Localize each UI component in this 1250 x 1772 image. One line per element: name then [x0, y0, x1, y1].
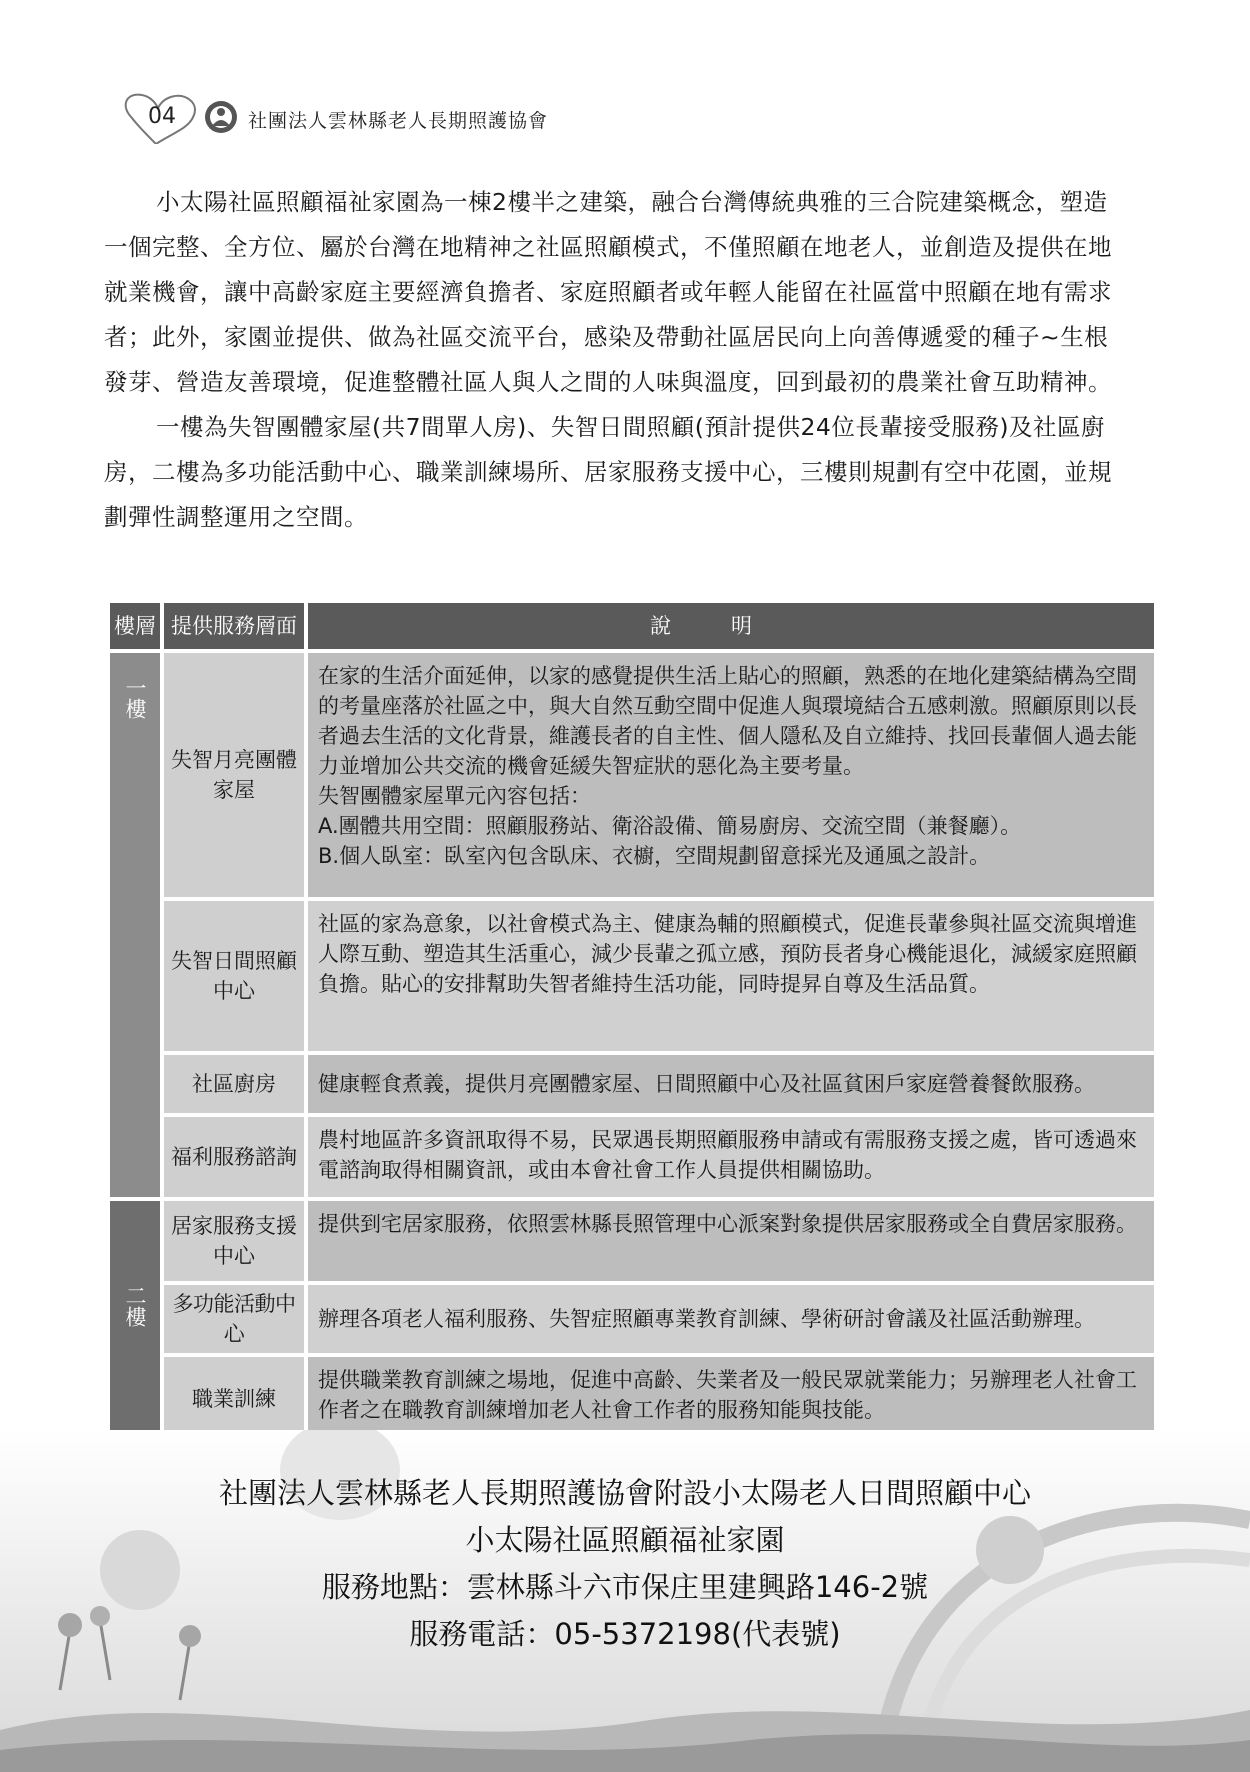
- table-row: [110, 1055, 1154, 1113]
- header-floor: 樓層: [110, 603, 160, 649]
- table-header-row: [110, 603, 1154, 649]
- service-description: 提供到宅居家服務，依照雲林縣長照管理中心派案對象提供居家服務或全自費居家服務。: [308, 1201, 1154, 1281]
- service-description: 社區的家為意象，以社會模式為主、健康為輔的照顧模式，促進長輩參與社區交流與增進人際互動、塑造其生活重心，減少長輩之孤立感，預防長者身心機能退化，減緩家庭照顧負擔。貼心的安排幫助失智者維持生活功能，同時提昇自尊及生活品質。: [308, 901, 1154, 1051]
- organization-logo-icon: [204, 100, 238, 134]
- description-text: 失智團體家屋單元內容包括：: [318, 784, 591, 808]
- floor-1-label: [110, 653, 160, 1197]
- service-name: 居家服務支援中心: [164, 1201, 304, 1281]
- floor-1-text: 一樓: [123, 677, 147, 719]
- service-description: 健康輕食煮義，提供月亮團體家屋、日間照顧中心及社區貧困戶家庭營養餐飲服務。: [308, 1055, 1154, 1113]
- intro-paragraph-1: 小太陽社區照顧福祉家園為一棟2樓半之建築，融合台灣傳統典雅的三合院建築概念，塑造一個完整、全方位、屬於台灣在地精神之社區照顧模式，不僅照顧在地老人，並創造及提供在地就業機會，讓中高齡家庭主要經濟負擔者、家庭照顧者或年輕人能留在社區當中照顧在地有需求者；此外，家園並提供、做為社區交流平台，感染及帶動社區居民向上向善傳遞愛的種子~生根發芽、營造友善環境，促進整體社區人與人之間的人味與溫度，回到最初的農業社會互助精神。: [104, 188, 1112, 396]
- service-name: 福利服務諮詢: [164, 1117, 304, 1197]
- table-row: [110, 1285, 1154, 1353]
- service-description: 提供職業教育訓練之場地，促進中高齡、失業者及一般民眾就業能力；另辦理老人社會工作者之在職教育訓練增加老人社會工作者的服務知能與技能。: [308, 1357, 1154, 1441]
- service-description: 辦理各項老人福利服務、失智症照顧專業教育訓練、學術研討會議及社區活動辦理。: [308, 1285, 1154, 1353]
- page-number: 04: [148, 104, 176, 129]
- organization-name: 社團法人雲林縣老人長期照護協會: [248, 110, 549, 132]
- service-name: 失智日間照顧中心: [164, 901, 304, 1051]
- footer-org-line: 社團法人雲林縣老人長期照護協會附設小太陽老人日間照顧中心: [218, 1476, 1031, 1510]
- service-description: 農村地區許多資訊取得不易，民眾遇長期照顧服務申請或有需服務支援之處，皆可透過來電諮詢取得相關資訊，或由本會社會工作人員提供相關協助。: [308, 1117, 1154, 1197]
- intro-paragraph-2: 一樓為失智團體家屋(共7間單人房)、失智日間照顧(預計提供24位長輩接受服務)及社區廚房，二樓為多功能活動中心、職業訓練場所、居家服務支援中心，三樓則規劃有空中花園，並規劃彈性調整運用之空間。: [104, 413, 1112, 531]
- service-name: 職業訓練: [164, 1357, 304, 1441]
- page-header: [120, 92, 720, 144]
- service-description: [308, 653, 1154, 897]
- footer-address: 服務地點：雲林縣斗六市保庄里建興路146-2號: [321, 1570, 929, 1604]
- floor-2-text: 二樓: [123, 1285, 147, 1327]
- header-service: 提供服務層面: [164, 603, 304, 649]
- footer-phone: 服務電話：05-5372198(代表號): [409, 1617, 841, 1651]
- service-name: 社區廚房: [164, 1055, 304, 1113]
- service-name: 失智月亮團體家屋: [164, 653, 304, 897]
- service-name: 多功能活動中心: [164, 1285, 304, 1353]
- description-text: 在家的生活介面延伸，以家的感覺提供生活上貼心的照顧，熟悉的在地化建築結構為空間的考量座落於社區之中，與大自然互動空間中促進人與環境結合五感刺激。照顧原則以長者過去生活的文化背景，維護長者的自主性、個人隱私及自立維持、找回長輩個人過去能力並增加公共交流的機會延緩失智症狀的惡化為主要考量。: [318, 664, 1137, 778]
- footer-contact: [0, 1470, 1250, 1658]
- table-row: [110, 653, 1154, 897]
- description-text: A.團體共用空間：照顧服務站、衛浴設備、簡易廚房、交流空間（兼餐廳）。: [318, 814, 1022, 838]
- table-row: [110, 1357, 1154, 1441]
- service-table: [106, 599, 1158, 1445]
- table-row: [110, 901, 1154, 1051]
- description-text: B.個人臥室：臥室內包含臥床、衣櫥，空間規劃留意採光及通風之設計。: [318, 844, 991, 868]
- footer-facility-name: 小太陽社區照顧福祉家園: [465, 1523, 785, 1557]
- table-row: [110, 1201, 1154, 1281]
- floor-2-label: [110, 1201, 160, 1441]
- header-description: 說明: [308, 603, 1154, 649]
- intro-text: [104, 180, 1114, 540]
- table-row: [110, 1117, 1154, 1197]
